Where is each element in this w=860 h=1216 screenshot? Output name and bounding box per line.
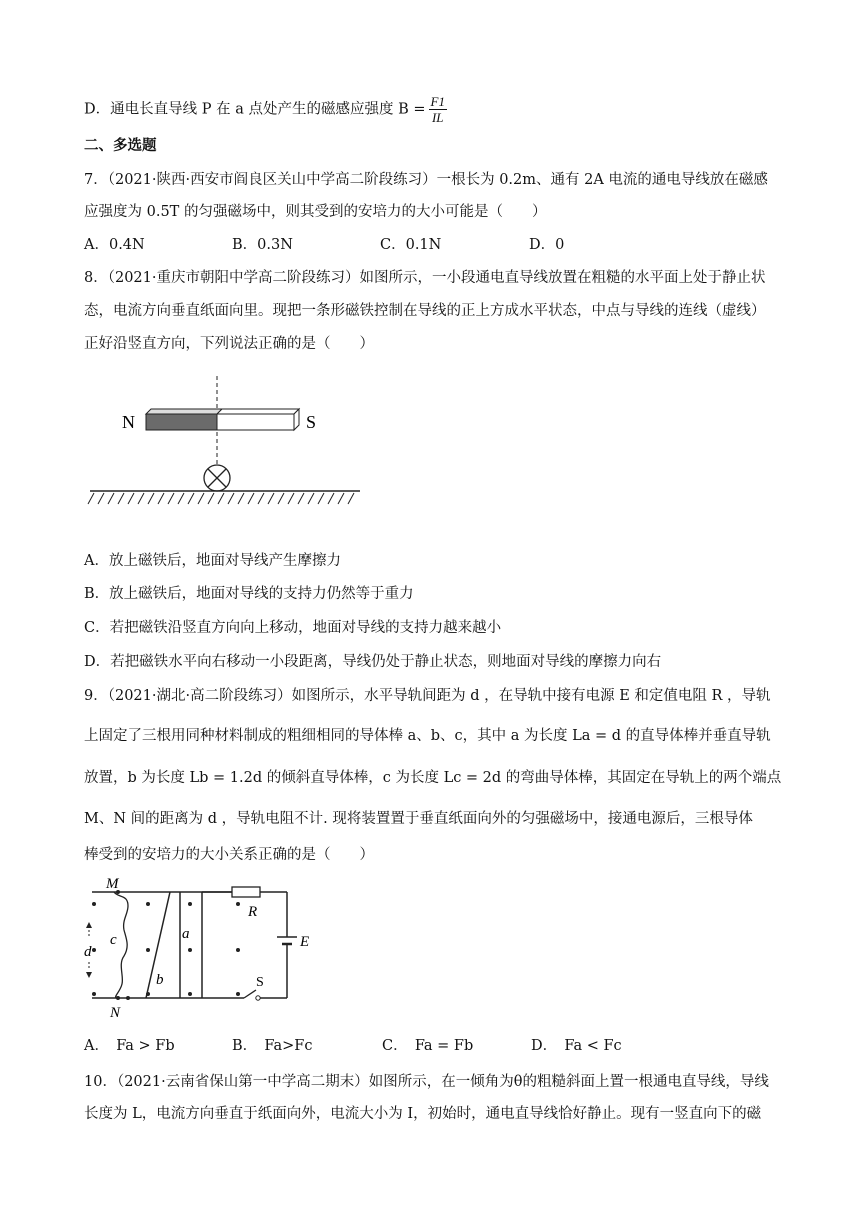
label-c: c [110,932,117,948]
q9-line3: 放置，b 为长度 Lb = 1.2d 的倾斜直导体棒，c 为长度 Lc = 2d 的弯曲导体棒，其固定在导轨上的两个端点 [84,770,782,786]
q8-line3: 正好沿竖直方向，下列说法正确的是（ ） [84,336,374,352]
label-r: R [248,904,258,920]
label-s: S [256,975,264,990]
label-a: a [182,926,190,942]
q7-line2: 应强度为 0.5T 的匀强磁场中，则其受到的安培力的大小可能是（ ） [84,204,547,220]
q8-option-a: A．放上磁铁后，地面对导线产生摩擦力 [84,553,341,569]
label-e: E [300,934,310,950]
label-m: M [106,876,119,892]
q9-line1: 9．（2021·湖北·高二阶段练习）如图所示，水平导轨间距为 d ，在导轨中接有电源 E 和定值电阻 R ，导轨 [84,688,771,704]
q8-option-b: B．放上磁铁后，地面对导线的支持力仍然等于重力 [84,586,414,602]
label-b: b [156,972,164,988]
q7-line1: 7．（2021·陕西·西安市阎良区关山中学高二阶段练习）一根长为 0.2m、通有 2A 电流的通电导线放在磁感 [84,172,768,188]
q9-line4: M、N 间的距离为 d ，导轨电阻不计. 现将装置置于垂直纸面向外的匀强磁场中，接通电源后，三根导体 [84,811,753,827]
q7-option-b: B．0.3N [232,237,293,253]
q9-option-d: D． Fa < Fc [531,1038,622,1054]
q8-line1: 8．（2021·重庆市朝阳中学高二阶段练习）如图所示，一小段通电直导线放置在粗糙的水平面上处于静止状 [84,270,766,286]
q8-line2: 态，电流方向垂直纸面向里。现把一条形磁铁控制在导线的正上方成水平状态，中点与导线的连线（虚线） [84,303,766,319]
q10-line2: 长度为 L，电流方向垂直于纸面向外，电流大小为 I，初始时，通电直导线恰好静止。现有一竖直向下的磁 [84,1106,762,1122]
rail-circuit-figure [84,872,324,1022]
option-d-text: D．通电长直导线 P 在 a 点处产生的磁感应强度 B = [84,101,426,118]
fraction-numerator: F1 [430,94,445,109]
q9-option-c: C． Fa = Fb [382,1038,474,1054]
label-d: d [84,944,92,960]
magnet-wire-figure [84,370,364,510]
fraction [429,94,447,125]
option-d-previous [84,94,447,125]
q9-option-b: B． Fa>Fc [232,1038,313,1054]
section-heading: 二、多选题 [84,138,157,154]
q8-option-c: C．若把磁铁沿竖直方向向上移动，地面对导线的支持力越来越小 [84,620,502,636]
q10-line1: 10．（2021·云南省保山第一中学高二期末）如图所示，在一倾角为θ的粗糙斜面上置一根通电直导线，导线 [84,1074,769,1090]
q7-option-d: D．0 [529,237,565,253]
q7-option-c: C．0.1N [380,237,442,253]
label-s: S [306,412,317,432]
q8-option-d: D．若把磁铁水平向右移动一小段距离，导线仍处于静止状态，则地面对导线的摩擦力向右 [84,654,662,670]
q7-option-a: A．0.4N [84,237,145,253]
q9-line5: 棒受到的安培力的大小关系正确的是（ ） [84,847,374,863]
q9-option-a: A． Fa > Fb [84,1038,175,1054]
q9-line2: 上固定了三根用同种材料制成的粗细相同的导体棒 a、b、c，其中 a 为长度 La = d 的直导体棒并垂直导轨 [84,728,771,744]
label-n: N [122,412,135,432]
label-n: N [110,1005,121,1021]
fraction-denominator: IL [431,110,444,125]
